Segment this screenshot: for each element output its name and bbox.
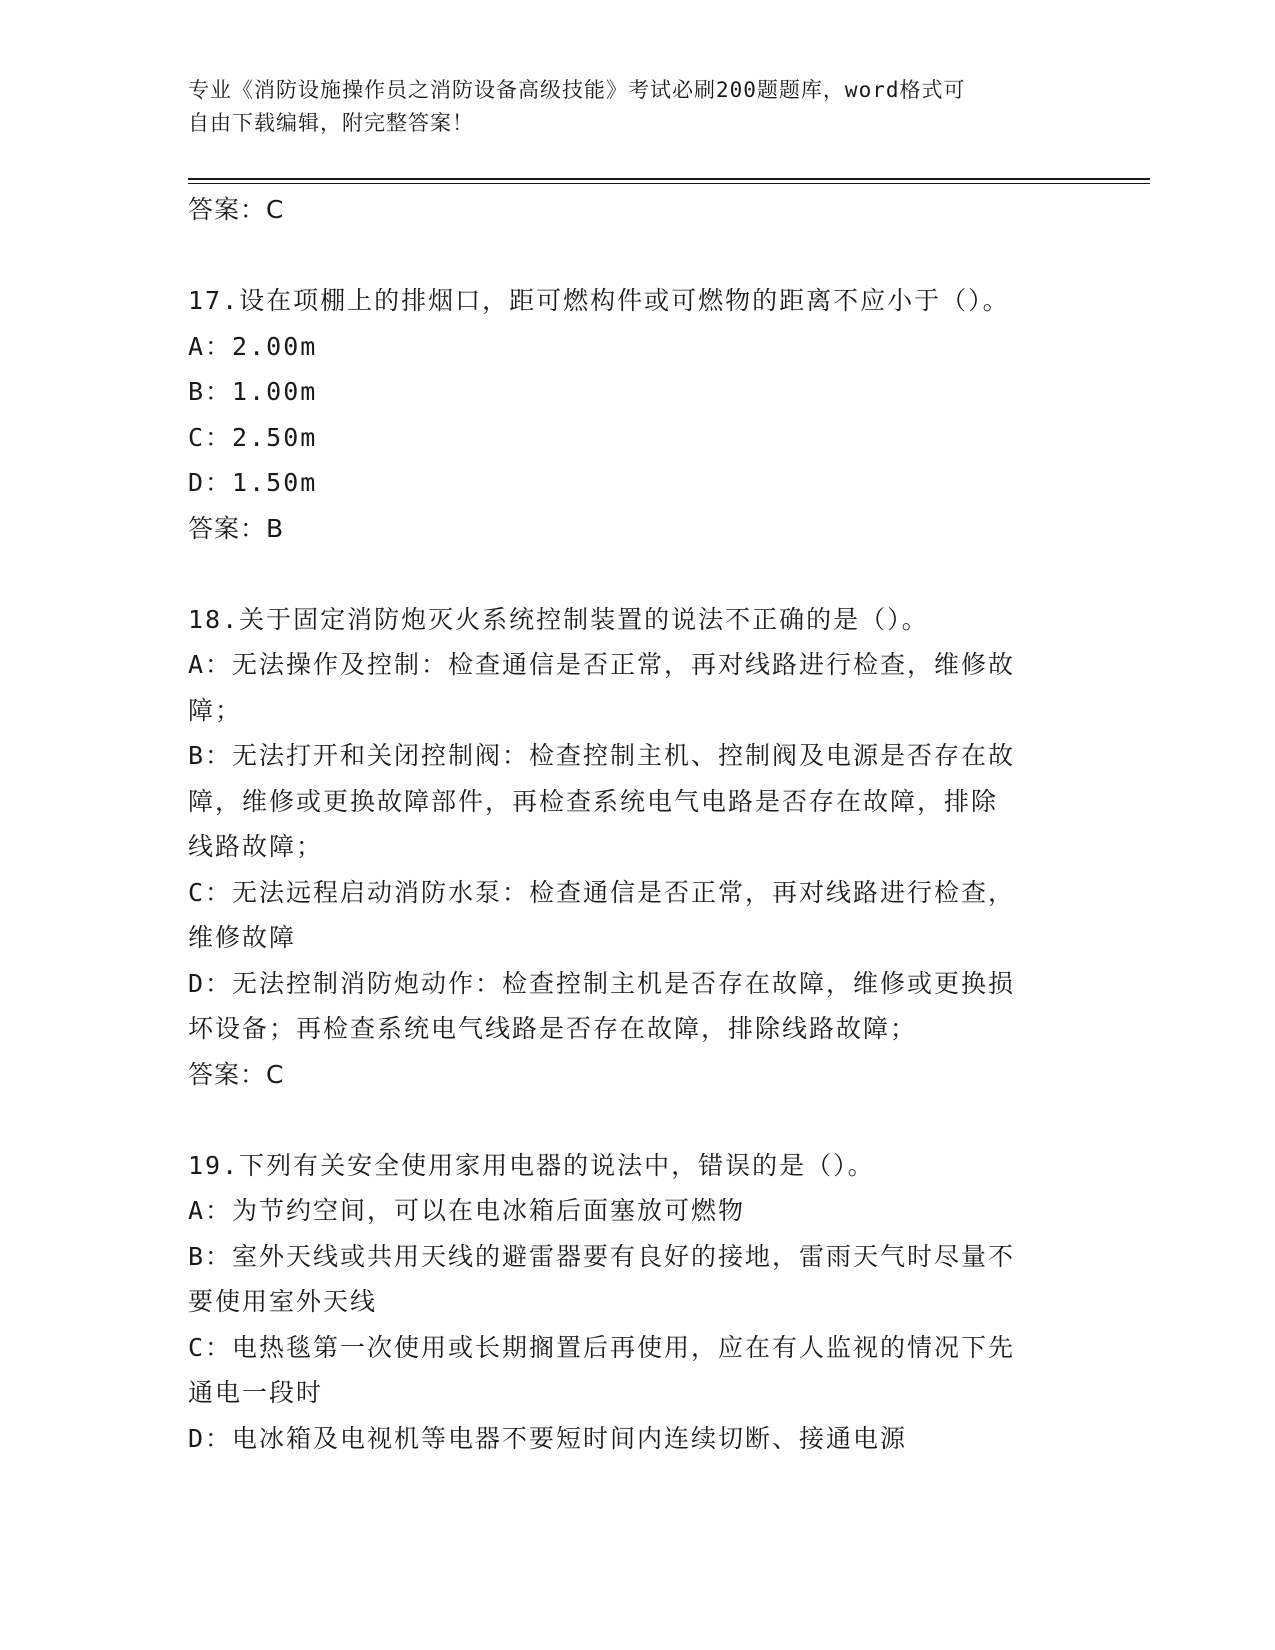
option-line: B：室外天线或共用天线的避雷器要有良好的接地，雷雨天气时尽量不	[188, 1241, 1016, 1271]
page-header	[188, 74, 1068, 140]
question-stem: 19.下列有关安全使用家用电器的说法中，错误的是（）。	[188, 1150, 875, 1180]
previous-answer: 答案：C	[188, 195, 285, 224]
option-line: 维修故障	[188, 923, 297, 952]
question-answer: 答案：C	[188, 1059, 285, 1089]
option-line: A：无法操作及控制：检查通信是否正常，再对线路进行检查，维修故	[188, 650, 1016, 679]
option-line: D：1.50m	[188, 468, 318, 497]
question-stem: 17.设在项棚上的排烟口，距可燃构件或可燃物的距离不应小于（）。	[188, 286, 1010, 315]
header-line-2: 自由下载编辑，附完整答案！	[188, 111, 474, 135]
header-rule-thick	[188, 178, 1150, 180]
question-18	[188, 597, 1088, 1098]
option-line: D：无法控制消防炮动作：检查控制主机是否存在故障，维修或更换损	[188, 968, 1016, 998]
question-17	[188, 278, 1088, 551]
option-line: B：1.00m	[188, 377, 318, 406]
question-content	[188, 187, 1088, 1461]
header-rule-thin	[188, 183, 1150, 184]
option-line: C：无法远程启动消防水泵：检查通信是否正常，再对线路进行检查，	[188, 877, 1016, 907]
question-answer: 答案：B	[188, 513, 285, 543]
option-line: 障，维修或更换故障部件，再检查系统电气电路是否存在故障，排除	[188, 786, 999, 816]
option-line: C：电热毯第一次使用或长期搁置后再使用，应在有人监视的情况下先	[188, 1332, 1016, 1362]
option-line: A：为节约空间，可以在电冰箱后面塞放可燃物	[188, 1196, 746, 1225]
option-line: B：无法打开和关闭控制阀：检查控制主机、控制阀及电源是否存在故	[188, 741, 1016, 770]
option-line: 线路故障；	[188, 832, 324, 861]
option-line: 坏设备；再检查系统电气线路是否存在故障，排除线路故障；	[188, 1014, 918, 1043]
option-line: C：2.50m	[188, 422, 318, 452]
option-line: 要使用室外天线	[188, 1287, 378, 1316]
header-line-1: 专业《消防设施操作员之消防设备高级技能》考试必刷200题题库，word格式可	[188, 78, 966, 102]
option-line: D：电冰箱及电视机等电器不要短时间内连续切断、接通电源	[188, 1423, 908, 1453]
option-line: 障；	[188, 695, 243, 725]
option-line: 通电一段时	[188, 1378, 324, 1407]
option-line: A：2.00m	[188, 331, 318, 361]
question-19	[188, 1143, 1088, 1462]
question-stem: 18.关于固定消防炮灭火系统控制装置的说法不正确的是（）。	[188, 604, 929, 634]
